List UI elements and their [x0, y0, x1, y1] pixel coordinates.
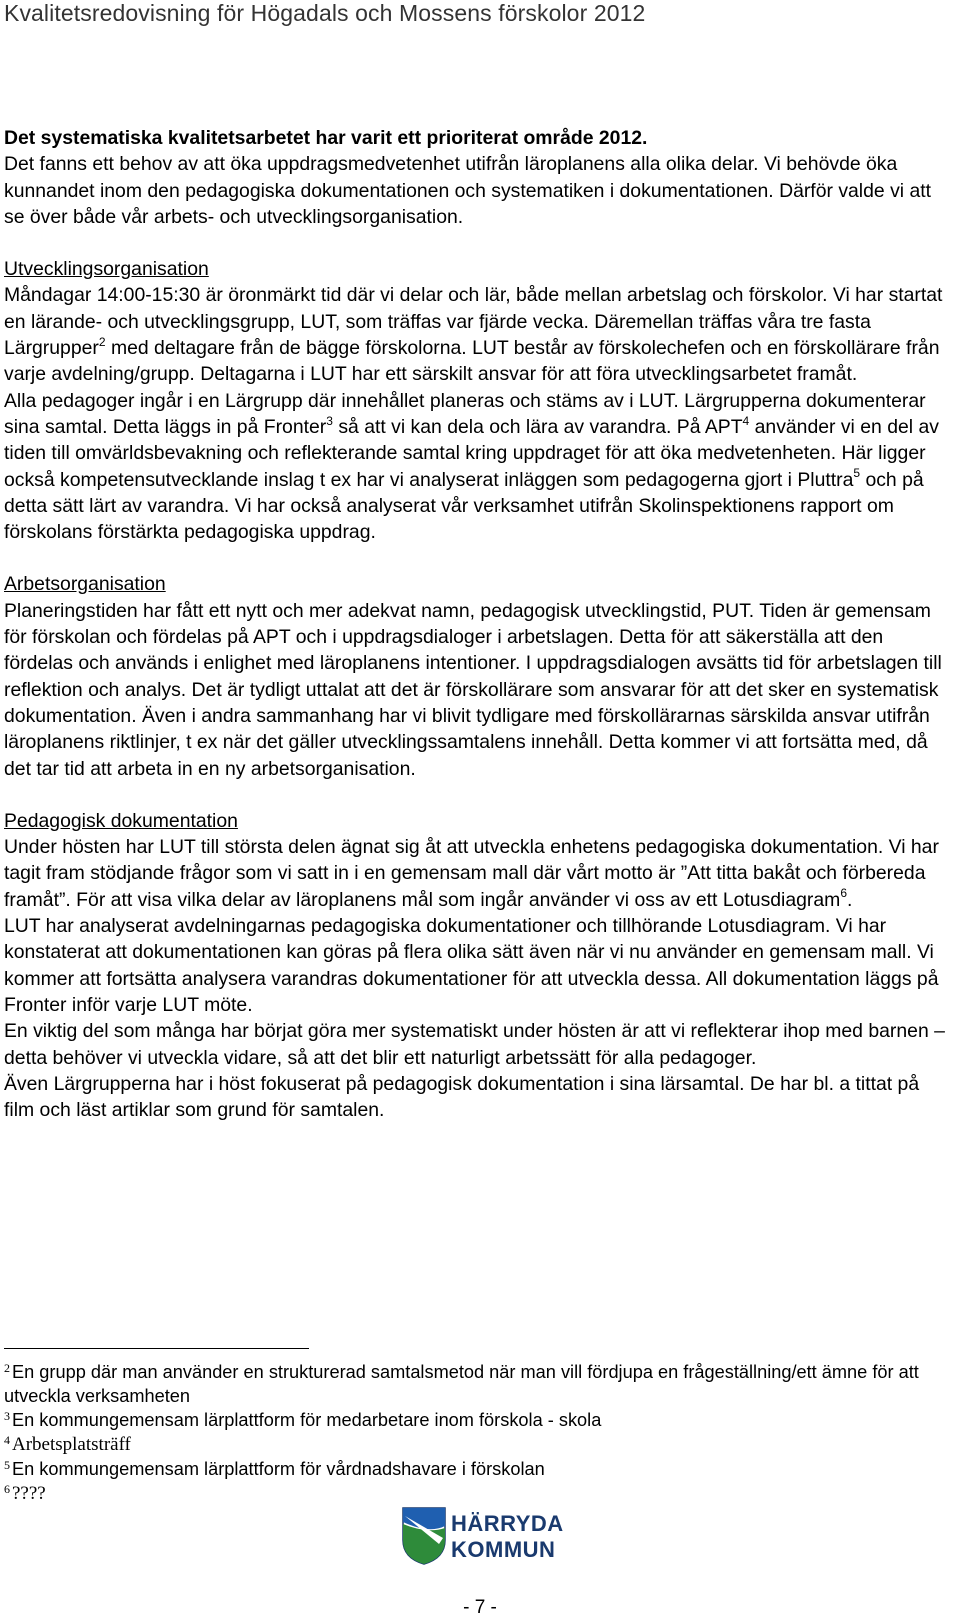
section3-paragraph-3: En viktig del som många har börjat göra mer systematiskt under hösten är att vi reflekterar ihop med barnen – detta behöver vi utveckla vidare, så att det blir ett naturligt arbetssätt för alla pedagoger. — [4, 1020, 945, 1069]
footnote-ref-6: 6 — [840, 886, 848, 901]
harryda-kommun-logo — [399, 1504, 567, 1566]
footnote-3: $^3$ En kommungemensam lärplattform för medarbetare inom förskola - skola — [4, 1409, 602, 1430]
logo-emblem-icon — [403, 1508, 445, 1564]
section1-paragraph-1: Måndagar 14:00-15:30 är öronmärkt tid där vi delar och lär, både mellan arbetslag och förskolor. Vi har startat en lärande- och utvecklingsgrupp, LUT, som träffas var fjärde vecka. Däremellan träffas våra tre fasta Lärgrupper$^2$ med deltagare från de bägge förskolorna. LUT består av förskolechefen och en förskollärare från varje avdelning/grupp. Deltagarna i LUT har ett särskilt ansvar för att föra utvecklingsarbetet framåt. — [4, 284, 943, 386]
footnotes — [4, 1360, 954, 1506]
logo-text-line-2: KOMMUN — [451, 1537, 556, 1562]
footnote-separator — [4, 1348, 309, 1349]
page-number: - 7 - — [463, 1597, 497, 1618]
section2-paragraph: Planeringstiden har fått ett nytt och mer adekvat namn, pedagogisk utvecklingstid, PUT. Tiden är gemensam för förskolan och fördelas på APT och i uppdragsdialoger i arbetslagen. Detta för att säkerställa att den fördelas och används i enlighet med läroplanens intentioner. I uppdragsdialogen avsätts tid för arbetslagen till reflektion och analys. Det är tydligt uttalat att det är förskollärare som ansvarar för att det sker en systematisk dokumentation. Även i andra sammanhang har vi blivit tydligare med förskollärarnas särskilda ansvar utifrån läroplanens riktlinjer, t ex när det gäller utvecklingssamtalens innehåll. Detta kommer vi att fortsätta med, då det tar tid att arbeta in en ny arbetsorganisation. — [4, 599, 942, 780]
document-header: Kvalitetsredovisning för Högadals och Mossens förskolor 2012 — [4, 0, 646, 26]
footnote-ref-3: 3 — [326, 413, 333, 428]
intro-heading: Det systematiska kvalitetsarbetet har varit ett prioriterat område 2012. — [4, 127, 648, 149]
section-heading-pedagogisk-dokumentation: Pedagogisk dokumentation — [4, 809, 238, 832]
footnote-5: $^5$ En kommungemensam lärplattform för vårdnadshavare i förskolan — [4, 1458, 545, 1479]
footnote-2: $^2$ En grupp där man använder en strukturerad samtalsmetod när man vill fördjupa en frågeställning/ett ämne för att utveckla verksamheten — [4, 1361, 919, 1406]
document-body — [4, 125, 954, 1123]
section-heading-utvecklingsorganisation: Utvecklingsorganisation — [4, 258, 209, 281]
section3-paragraph-4: Även Lärgrupperna har i höst fokuserat på pedagogisk dokumentation i sina lärsamtal. De har bl. a tittat på film och läst artiklar som grund för samtalen. — [4, 1072, 920, 1122]
section1-paragraph-2: Alla pedagoger ingår i en Lärgrupp där innehållet planeras och stäms av i LUT. Lärgrupperna dokumenterar sina samtal. Detta läggs in på Fronter$^3$ så att vi kan dela och lära av varandra. På APT$^4$ använder vi en del av tiden till omvärldsbevakning och reflekterande samtal kring uppdraget för att öka medvetenheten. Här ligger också kompetensutvecklande inslag t ex har vi analyserat inläggen som pedagogerna gjort i Pluttra$^5$ och på detta sätt lärt av varandra. Vi har också analyserat vår verksamhet utifrån Skolinspektionens rapport om förskolans förstärkta pedagogiska uppdrag. — [4, 389, 939, 544]
section3-paragraph-2: LUT har analyserat avdelningarnas pedagogiska dokumentationer och tillhörande Lotusdiagram. Vi har konstaterat att dokumentationen kan göras på flera olika sätt även när vi nu använder en gemensam mall. Vi kommer att fortsätta analysera varandras dokumentationer för att utveckla dessa. All dokumentation läggs på Fronter inför varje LUT möte. — [4, 915, 939, 1016]
section-heading-arbetsorganisation: Arbetsorganisation — [4, 573, 166, 596]
logo-text-line-1: HÄRRYDA — [451, 1511, 564, 1536]
footnote-6: $^6$ ???? — [4, 1482, 46, 1504]
footnote-ref-5: 5 — [853, 466, 861, 481]
footnote-ref-2: 2 — [98, 334, 106, 349]
footnote-ref-4: 4 — [742, 413, 750, 428]
intro-paragraph: Det fanns ett behov av att öka uppdragsmedvetenhet utifrån läroplanens alla olika delar. Vi behövde öka kunnandet inom den pedagogiska dokumentationen och systematiken i dokumentationen. Därför valde vi att se över både vår arbets- och utvecklingsorganisation. — [4, 153, 932, 228]
footnote-4: $^4$ Arbetsplatsträff — [4, 1433, 131, 1455]
section3-paragraph-1: Under hösten har LUT till största delen ägnat sig åt att utveckla enhetens pedagogiska dokumentation. Vi har tagit fram stödjande frågor som vi satt in i en gemensam mall där vårt motto är ”Att titta bakåt och förbereda framåt”. För att visa vilka delar av läroplanens mål som ingår använder vi oss av ett Lotusdiagram$^6$. — [4, 836, 939, 911]
